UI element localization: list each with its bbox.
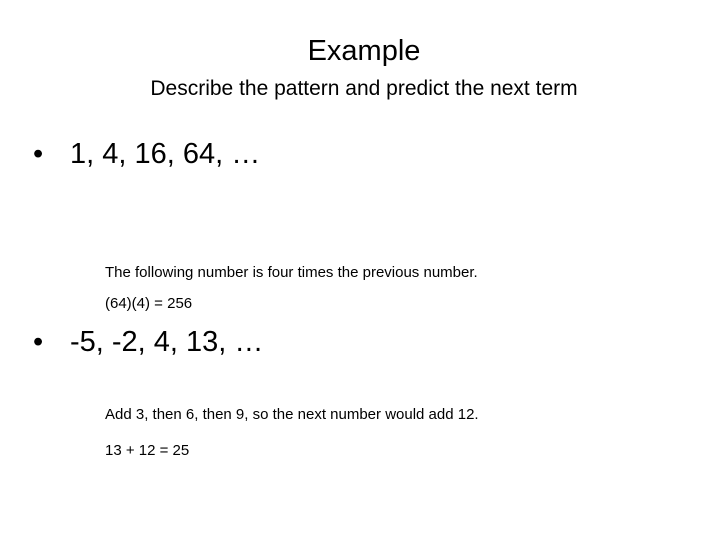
- calculation-text: (64)(4) = 256: [105, 295, 193, 312]
- slide-title: Example: [307, 35, 421, 67]
- slide-subtitle: Describe the pattern and predict the next term: [150, 77, 578, 100]
- explanation-text: The following number is four times the previous number.: [105, 264, 478, 281]
- bullet-dot-icon: •: [33, 138, 44, 170]
- sequence-text: -5, -2, 4, 13, …: [70, 326, 264, 358]
- sequence-text: 1, 4, 16, 64, …: [70, 138, 261, 170]
- bullet-dot-icon: •: [33, 326, 44, 358]
- explanation-text: Add 3, then 6, then 9, so the next number would add 12.: [105, 406, 479, 423]
- calculation-text: 13 + 12 = 25: [105, 442, 190, 459]
